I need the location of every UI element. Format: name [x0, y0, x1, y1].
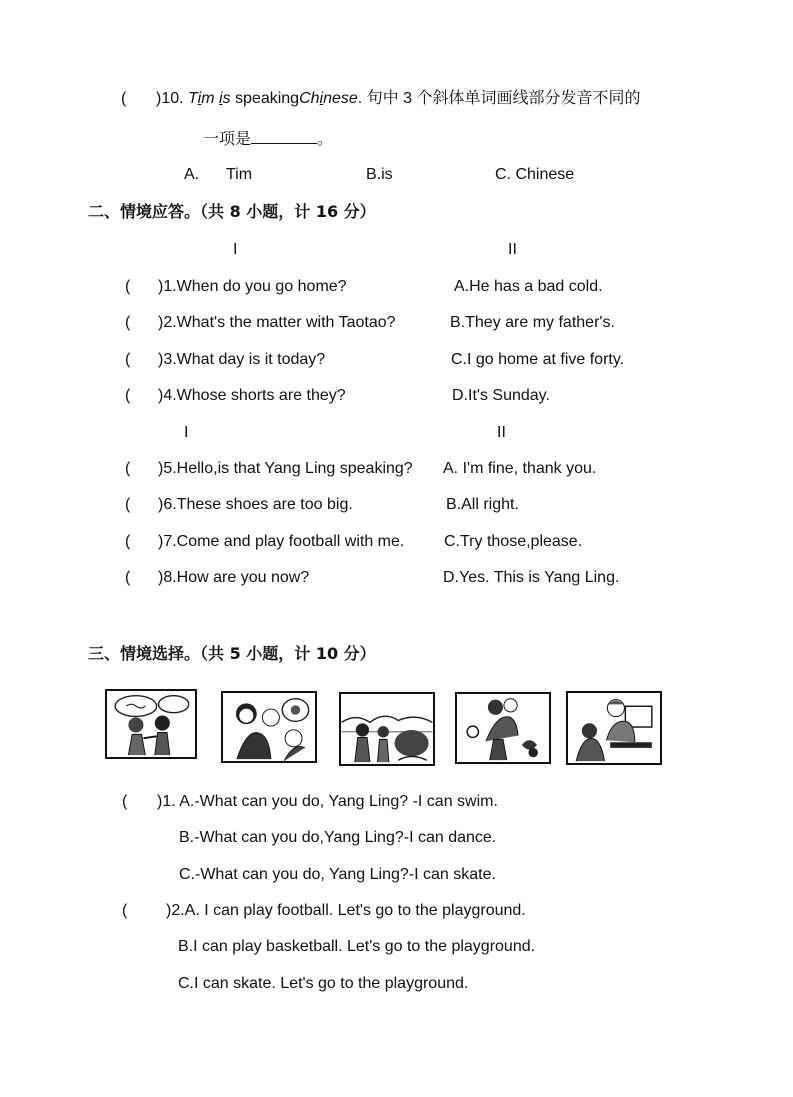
swim-illustration: [107, 691, 195, 757]
s3-q1-option-a: )1. A.-What can you do, Yang Ling? -I can swim.: [157, 793, 498, 810]
answer-paren[interactable]: (: [122, 793, 128, 810]
answer-paren[interactable]: (: [122, 902, 128, 919]
s3-q2-option-a: )2.A. I can play football. Let's go to the playground.: [166, 902, 526, 919]
q10-instruction: . 句中 3 个斜体单词画线部分发音不同的: [357, 90, 641, 107]
picture-swim: [105, 689, 197, 759]
q10-option-a-text: Tim: [226, 166, 253, 183]
q10-option-b: B.is: [366, 166, 393, 183]
answer-paren[interactable]: (: [125, 460, 131, 477]
word-speaking: speaking: [235, 90, 300, 107]
s2-question-1: )1.When do you go home?: [158, 278, 347, 295]
answer-paren[interactable]: (: [125, 314, 131, 331]
picture-doctor: [566, 691, 662, 765]
s3-q2-option-b: B.I can play basketball. Let's go to the playground.: [178, 938, 536, 955]
s2-answer-b: B.They are my father's.: [450, 314, 615, 331]
picture-dance: [455, 692, 551, 764]
column-label-i: I: [233, 241, 238, 258]
section-2-title: 二、情境应答。（共 8 小题，计 16 分）: [88, 202, 376, 221]
dance-illustration: [457, 694, 549, 762]
answer-paren[interactable]: (: [125, 569, 131, 586]
outdoor-illustration: [341, 694, 433, 764]
s2-question-2: )2.What's the matter with Taotao?: [158, 314, 396, 331]
column-label-ii: II: [508, 241, 517, 258]
ball-illustration: [223, 693, 315, 761]
word-is: is: [219, 90, 231, 107]
s3-q1-option-c: C.-What can you do, Yang Ling?-I can skate.: [179, 866, 496, 883]
answer-paren[interactable]: (: [125, 496, 131, 513]
doctor-illustration: [568, 693, 660, 763]
answer-paren[interactable]: (: [125, 387, 131, 404]
s2-answer-b: B.All right.: [446, 496, 519, 513]
s2-answer-c: C.I go home at five forty.: [451, 351, 625, 368]
s2-answer-a: A. I'm fine, thank you.: [443, 460, 597, 477]
s2-question-6: )6.These shoes are too big.: [158, 496, 353, 513]
word-chinese: Chinese: [299, 90, 358, 107]
s2-answer-c: C.Try those,please.: [444, 533, 583, 550]
q10-line1: [156, 91, 640, 107]
section-3-title: 三、情境选择。（共 5 小题，计 10 分）: [88, 644, 376, 663]
picture-ball: [221, 691, 317, 763]
column-label-i: I: [184, 424, 189, 441]
s2-answer-d: D.Yes. This is Yang Ling.: [443, 569, 620, 586]
picture-outdoor: [339, 692, 435, 766]
answer-paren[interactable]: (: [125, 533, 131, 550]
answer-blank[interactable]: [251, 129, 317, 144]
q10-option-a-label: A.: [184, 166, 200, 183]
s2-question-8: )8.How are you now?: [158, 569, 310, 586]
s2-question-7: )7.Come and play football with me.: [158, 533, 405, 550]
s3-q1-option-b: B.-What can you do,Yang Ling?-I can dance.: [179, 829, 497, 846]
s2-question-4: )4.Whose shorts are they?: [158, 387, 346, 404]
q10-option-c: C. Chinese: [495, 166, 575, 183]
s2-question-3: )3.What day is it today?: [158, 351, 326, 368]
s3-q2-option-c: C.I can skate. Let's go to the playground.: [178, 975, 469, 992]
q10-number: )10.: [156, 90, 184, 107]
word-tim: Tim: [188, 90, 215, 107]
answer-paren[interactable]: (: [125, 278, 131, 295]
answer-paren[interactable]: (: [121, 90, 127, 107]
s2-answer-d: D.It's Sunday.: [452, 387, 550, 404]
s2-question-5: )5.Hello,is that Yang Ling speaking?: [158, 460, 413, 477]
answer-paren[interactable]: (: [125, 351, 131, 368]
q10-line2: 一项是 。: [203, 131, 334, 148]
column-label-ii: II: [497, 424, 506, 441]
s2-answer-a: A.He has a bad cold.: [454, 278, 603, 295]
